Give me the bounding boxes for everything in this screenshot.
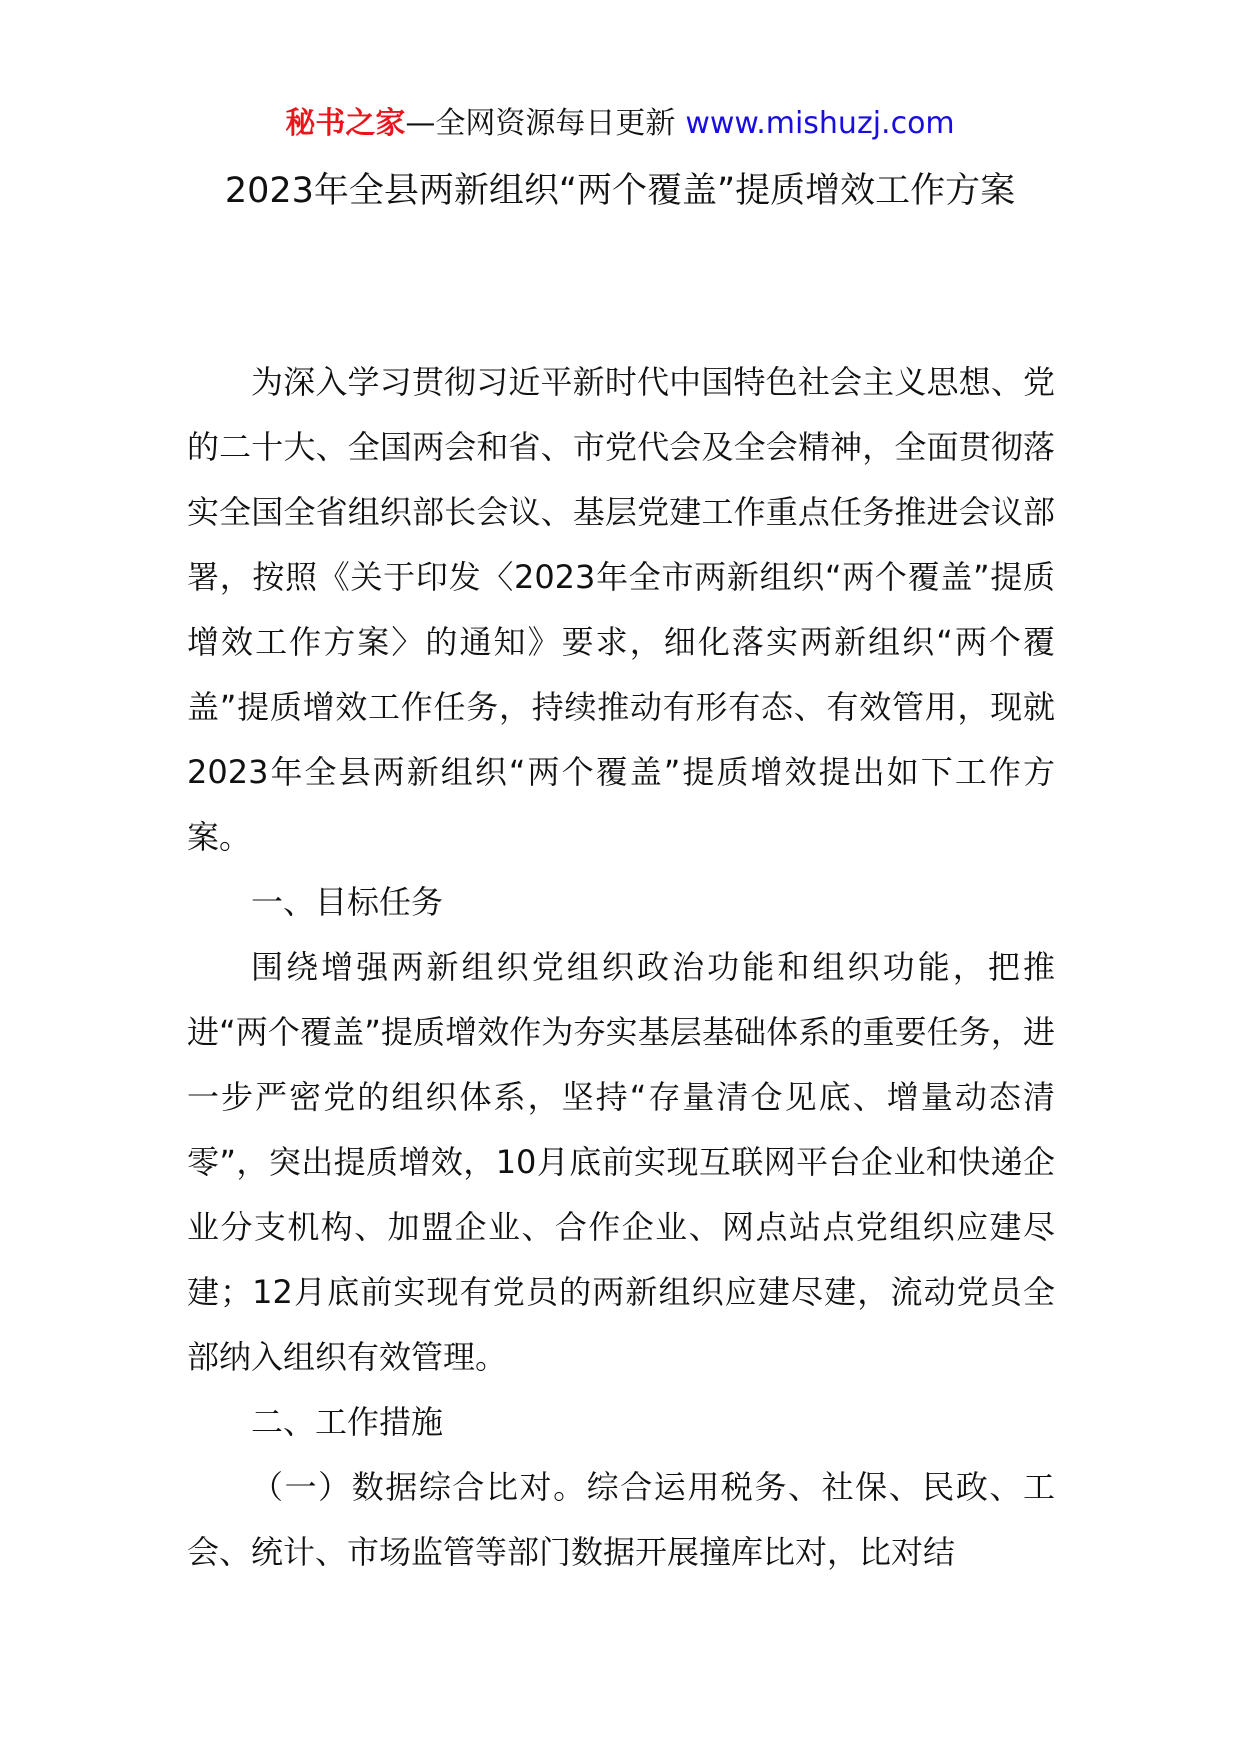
document-title: 2023年全县两新组织“两个覆盖”提质增效工作方案 [224, 171, 1016, 211]
site-header [0, 100, 1240, 148]
document-body [187, 350, 1055, 1585]
brand-name: 秘书之家 [285, 106, 406, 141]
header-tagline: —全网资源每日更新 [405, 106, 676, 141]
measure-paragraph-1: （一）数据综合比对。综合运用税务、社保、民政、工会、统计、市场监管等部门数据开展撞库比对，比对结 [187, 1468, 1055, 1571]
intro-paragraph: 为深入学习贯彻习近平新时代中国特色社会主义思想、党的二十大、全国两会和省、市党代会及全会精神，全面贯彻落实全国全省组织部长会议、基层党建工作重点任务推进会议部署，按照《关于印发〈2023年全市两新组织“两个覆盖”提质增效工作方案〉的通知》要求，细化落实两新组织“两个覆盖”提质增效工作任务，持续推动有形有态、有效管用，现就2023年全县两新组织“两个覆盖”提质增效提出如下工作方案。 [187, 363, 1055, 856]
section-heading-measures: 二、工作措施 [251, 1403, 444, 1441]
goals-paragraph: 围绕增强两新组织党组织政治功能和组织功能，把推进“两个覆盖”提质增效作为夯实基层基础体系的重要任务，进一步严密党的组织体系，坚持“存量清仓见底、增量动态清零”，突出提质增效，10月底前实现互联网平台企业和快递企业分支机构、加盟企业、合作企业、网点站点党组织应建尽建；12月底前实现有党员的两新组织应建尽建，流动党员全部纳入组织有效管理。 [187, 948, 1055, 1376]
section-heading-goals: 一、目标任务 [251, 883, 444, 921]
site-url: www.mishuzj.com [685, 106, 955, 141]
